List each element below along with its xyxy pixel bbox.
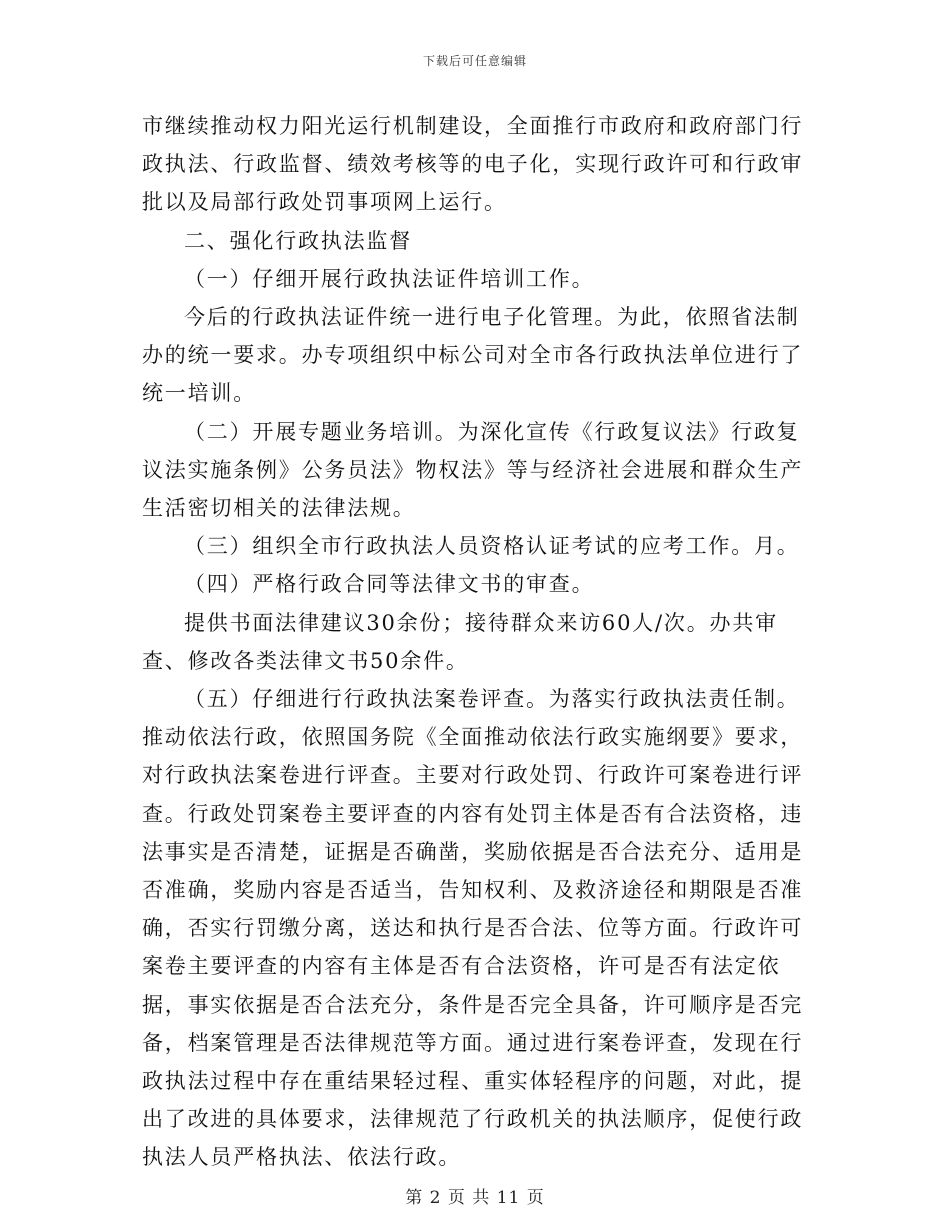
page-header: 下载后可任意编辑 — [422, 54, 527, 68]
paragraph-9: （五）仔细进行行政执法案卷评查。为落实行政执法责任制。推动依法行政，依照国务院《全面推动依法行政实施纲要》要求，对行政执法案卷进行评查。主要对行政处罚、行政许可案卷进行评查。行政处罚案卷主要评查的内容有处罚主体是否有合法资格，违法事实是否清楚，证据是否确凿，奖励依据是否合法充分、适用是否准确，奖励内容是否适当，告知权利、及救济途径和期限是否准确，否实行罚缴分离，送达和执行是否合法、位等方面。行政许可案卷主要评查的内容有主体是否有合法资格，许可是否有法定依据，事实依据是否合法充分，条件是否完全具备，许可顺序是否完备，档案管理是否法律规范等方面。通过进行案卷评查，发现在行政执法过程中存在重结果轻过程、重实体轻程序的问题，对此，提出了改进的具体要求，法律规范了行政机关的执法顺序，促使行政执法人员严格执法、依法行政。 — [142, 687, 804, 1170]
paragraph-7: （四）严格行政合同等法律文书的审查。 — [184, 572, 595, 597]
paragraph-8: 提供书面法律建议30余份；接待群众来访60人/次。办共审查、修改各类法律文书50余件。 — [142, 610, 778, 673]
subsection-heading-1: （一）仔细开展行政执法证件培训工作。 — [184, 266, 595, 291]
paragraph-6: （三）组织全市行政执法人员资格认证考试的应考工作。月。 — [184, 534, 800, 559]
page-footer: 第 2 页 共 11 页 — [405, 1188, 545, 1208]
section-heading-2: 二、强化行政执法监督 — [184, 228, 412, 253]
document-body — [142, 107, 812, 1177]
paragraph-1: 市继续推动权力阳光运行机制建设，全面推行市政府和政府部门行政执法、行政监督、绩效考核等的电子化，实现行政许可和行政审批以及局部行政处罚事项网上运行。 — [142, 114, 804, 215]
paragraph-4: 今后的行政执法证件统一进行电子化管理。为此，依照省法制办的统一要求。办专项组织中标公司对全市各行政执法单位进行了统一培训。 — [142, 305, 804, 406]
paragraph-5: （二）开展专题业务培训。为深化宣传《行政复议法》行政复议法实施条例》公务员法》物权法》等与经济社会进展和群众生产生活密切相关的法律法规。 — [142, 419, 804, 521]
